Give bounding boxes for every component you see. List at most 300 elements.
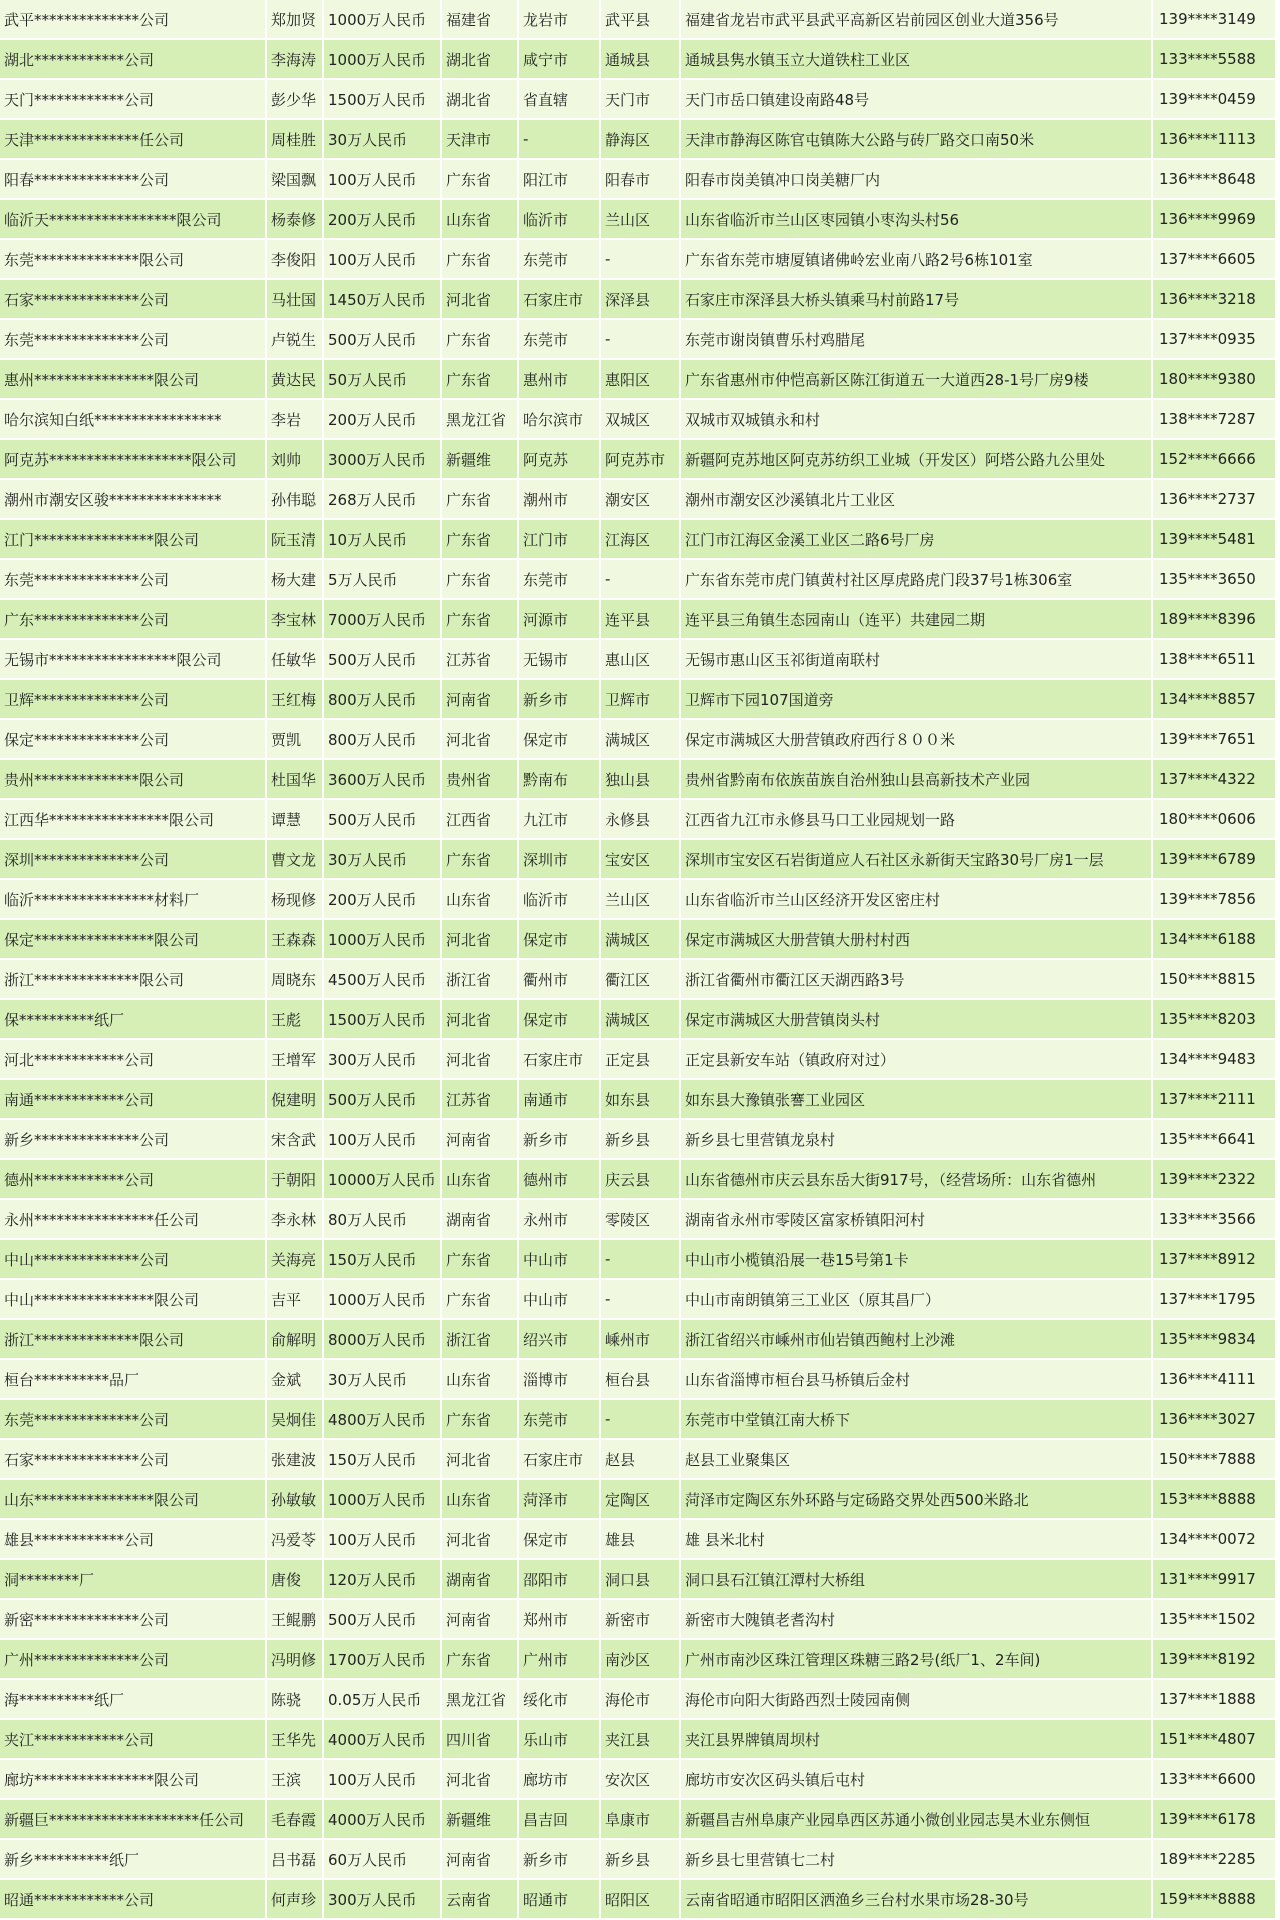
phone-cell: 153****8888 bbox=[1152, 1479, 1276, 1519]
province-cell: 河北省 bbox=[441, 1519, 518, 1559]
company-name-cell: 东莞**************公司 bbox=[0, 319, 266, 359]
legal-person-cell: 王森森 bbox=[266, 919, 323, 959]
table-row bbox=[0, 799, 1276, 839]
phone-cell: 135****8203 bbox=[1152, 999, 1276, 1039]
phone-cell: 136****1113 bbox=[1152, 119, 1276, 159]
table-row bbox=[0, 1439, 1276, 1479]
phone-cell: 189****2285 bbox=[1152, 1839, 1276, 1879]
phone-cell: 150****7888 bbox=[1152, 1439, 1276, 1479]
company-name-cell: 山东****************限公司 bbox=[0, 1479, 266, 1519]
table-row bbox=[0, 439, 1276, 479]
district-cell: 双城区 bbox=[600, 399, 680, 439]
address-cell: 阳春市岗美镇冲口岗美糖厂内 bbox=[680, 159, 1152, 199]
city-cell: 淄博市 bbox=[518, 1359, 600, 1399]
company-name-cell: 昭通************公司 bbox=[0, 1879, 266, 1919]
district-cell: 通城县 bbox=[600, 39, 680, 79]
district-cell: 天门市 bbox=[600, 79, 680, 119]
company-name-cell: 江西华****************限公司 bbox=[0, 799, 266, 839]
legal-person-cell: 杨大建 bbox=[266, 559, 323, 599]
district-cell: 静海区 bbox=[600, 119, 680, 159]
registered-capital-cell: 7000万人民币 bbox=[323, 599, 441, 639]
address-cell: 东莞市中堂镇江南大桥下 bbox=[680, 1399, 1152, 1439]
phone-cell: 139****3149 bbox=[1152, 0, 1276, 39]
province-cell: 河南省 bbox=[441, 1839, 518, 1879]
province-cell: 贵州省 bbox=[441, 759, 518, 799]
registered-capital-cell: 300万人民币 bbox=[323, 1879, 441, 1919]
district-cell: 满城区 bbox=[600, 999, 680, 1039]
district-cell: 永修县 bbox=[600, 799, 680, 839]
company-name-cell: 保定**************公司 bbox=[0, 719, 266, 759]
phone-cell: 136****8648 bbox=[1152, 159, 1276, 199]
city-cell: 龙岩市 bbox=[518, 0, 600, 39]
province-cell: 湖南省 bbox=[441, 1199, 518, 1239]
address-cell: 山东省临沂市兰山区经济开发区密庄村 bbox=[680, 879, 1152, 919]
district-cell: 嵊州市 bbox=[600, 1319, 680, 1359]
address-cell: 正定县新安车站（镇政府对过） bbox=[680, 1039, 1152, 1079]
registered-capital-cell: 1500万人民币 bbox=[323, 999, 441, 1039]
registered-capital-cell: 200万人民币 bbox=[323, 199, 441, 239]
district-cell: - bbox=[600, 1279, 680, 1319]
table-row bbox=[0, 1039, 1276, 1079]
legal-person-cell: 王红梅 bbox=[266, 679, 323, 719]
phone-cell: 134****8857 bbox=[1152, 679, 1276, 719]
address-cell: 雄 县米北村 bbox=[680, 1519, 1152, 1559]
phone-cell: 133****6600 bbox=[1152, 1759, 1276, 1799]
address-cell: 廊坊市安次区码头镇后屯村 bbox=[680, 1759, 1152, 1799]
district-cell: 桓台县 bbox=[600, 1359, 680, 1399]
address-cell: 夹江县界牌镇周坝村 bbox=[680, 1719, 1152, 1759]
city-cell: 江门市 bbox=[518, 519, 600, 559]
legal-person-cell: 王彪 bbox=[266, 999, 323, 1039]
legal-person-cell: 孙伟聪 bbox=[266, 479, 323, 519]
phone-cell: 137****1888 bbox=[1152, 1679, 1276, 1719]
district-cell: 定陶区 bbox=[600, 1479, 680, 1519]
phone-cell: 134****6188 bbox=[1152, 919, 1276, 959]
province-cell: 广东省 bbox=[441, 519, 518, 559]
phone-cell: 139****7856 bbox=[1152, 879, 1276, 919]
city-cell: 绍兴市 bbox=[518, 1319, 600, 1359]
phone-cell: 135****1502 bbox=[1152, 1599, 1276, 1639]
city-cell: 德州市 bbox=[518, 1159, 600, 1199]
phone-cell: 135****6641 bbox=[1152, 1119, 1276, 1159]
province-cell: 广东省 bbox=[441, 239, 518, 279]
legal-person-cell: 黄达民 bbox=[266, 359, 323, 399]
address-cell: 新疆阿克苏地区阿克苏纺织工业城（开发区）阿塔公路九公里处 bbox=[680, 439, 1152, 479]
province-cell: 新疆维 bbox=[441, 1799, 518, 1839]
company-name-cell: 阿克苏*******************限公司 bbox=[0, 439, 266, 479]
address-cell: 山东省临沂市兰山区枣园镇小枣沟头村56 bbox=[680, 199, 1152, 239]
phone-cell: 137****4322 bbox=[1152, 759, 1276, 799]
city-cell: 河源市 bbox=[518, 599, 600, 639]
registered-capital-cell: 1450万人民币 bbox=[323, 279, 441, 319]
phone-cell: 139****0459 bbox=[1152, 79, 1276, 119]
city-cell: 昌吉回 bbox=[518, 1799, 600, 1839]
legal-person-cell: 李岩 bbox=[266, 399, 323, 439]
district-cell: - bbox=[600, 1239, 680, 1279]
address-cell: 广东省东莞市塘厦镇诸佛岭宏业南八路2号6栋101室 bbox=[680, 239, 1152, 279]
address-cell: 江西省九江市永修县马口工业园规划一路 bbox=[680, 799, 1152, 839]
registered-capital-cell: 800万人民币 bbox=[323, 719, 441, 759]
address-cell: 贵州省黔南布依族苗族自治州独山县高新技术产业园 bbox=[680, 759, 1152, 799]
registered-capital-cell: 120万人民币 bbox=[323, 1559, 441, 1599]
registered-capital-cell: 80万人民币 bbox=[323, 1199, 441, 1239]
company-name-cell: 南通************公司 bbox=[0, 1079, 266, 1119]
registered-capital-cell: 3600万人民币 bbox=[323, 759, 441, 799]
registered-capital-cell: 60万人民币 bbox=[323, 1839, 441, 1879]
table-row bbox=[0, 319, 1276, 359]
legal-person-cell: 王鲲鹏 bbox=[266, 1599, 323, 1639]
table-row bbox=[0, 599, 1276, 639]
district-cell: 潮安区 bbox=[600, 479, 680, 519]
phone-cell: 139****7651 bbox=[1152, 719, 1276, 759]
company-name-cell: 天津**************任公司 bbox=[0, 119, 266, 159]
province-cell: 黑龙江省 bbox=[441, 1679, 518, 1719]
address-cell: 广州市南沙区珠江管理区珠糖三路2号(纸厂1、2车间) bbox=[680, 1639, 1152, 1679]
address-cell: 广东省惠州市仲恺高新区陈江街道五一大道西28-1号厂房9楼 bbox=[680, 359, 1152, 399]
legal-person-cell: 杨现修 bbox=[266, 879, 323, 919]
legal-person-cell: 贾凯 bbox=[266, 719, 323, 759]
company-name-cell: 中山****************限公司 bbox=[0, 1279, 266, 1319]
legal-person-cell: 何声珍 bbox=[266, 1879, 323, 1919]
company-name-cell: 临沂****************材料厂 bbox=[0, 879, 266, 919]
legal-person-cell: 冯明修 bbox=[266, 1639, 323, 1679]
province-cell: 云南省 bbox=[441, 1879, 518, 1919]
address-cell: 浙江省衢州市衢江区天湖西路3号 bbox=[680, 959, 1152, 999]
city-cell: 临沂市 bbox=[518, 879, 600, 919]
city-cell: 东莞市 bbox=[518, 559, 600, 599]
province-cell: 新疆维 bbox=[441, 439, 518, 479]
table-row bbox=[0, 919, 1276, 959]
company-name-cell: 夹江************公司 bbox=[0, 1719, 266, 1759]
district-cell: 阿克苏市 bbox=[600, 439, 680, 479]
table-row bbox=[0, 1279, 1276, 1319]
legal-person-cell: 杨泰修 bbox=[266, 199, 323, 239]
district-cell: 新乡县 bbox=[600, 1119, 680, 1159]
table-row bbox=[0, 1839, 1276, 1879]
address-cell: 江门市江海区金溪工业区二路6号厂房 bbox=[680, 519, 1152, 559]
table-row bbox=[0, 119, 1276, 159]
legal-person-cell: 倪建明 bbox=[266, 1079, 323, 1119]
table-row bbox=[0, 679, 1276, 719]
address-cell: 浙江省绍兴市嵊州市仙岩镇西鲍村上沙滩 bbox=[680, 1319, 1152, 1359]
legal-person-cell: 阮玉清 bbox=[266, 519, 323, 559]
district-cell: 独山县 bbox=[600, 759, 680, 799]
registered-capital-cell: 10000万人民币 bbox=[323, 1159, 441, 1199]
registered-capital-cell: 500万人民币 bbox=[323, 639, 441, 679]
province-cell: 广东省 bbox=[441, 559, 518, 599]
company-name-cell: 哈尔滨知白纸***************** bbox=[0, 399, 266, 439]
table-row bbox=[0, 839, 1276, 879]
address-cell: 菏泽市定陶区东外环路与定砀路交界处西500米路北 bbox=[680, 1479, 1152, 1519]
registered-capital-cell: 100万人民币 bbox=[323, 239, 441, 279]
city-cell: 哈尔滨市 bbox=[518, 399, 600, 439]
district-cell: 零陵区 bbox=[600, 1199, 680, 1239]
registered-capital-cell: 8000万人民币 bbox=[323, 1319, 441, 1359]
legal-person-cell: 郑加贤 bbox=[266, 0, 323, 39]
province-cell: 广东省 bbox=[441, 359, 518, 399]
province-cell: 山东省 bbox=[441, 1359, 518, 1399]
province-cell: 河北省 bbox=[441, 279, 518, 319]
table-row bbox=[0, 159, 1276, 199]
phone-cell: 133****5588 bbox=[1152, 39, 1276, 79]
company-name-cell: 保**********纸厂 bbox=[0, 999, 266, 1039]
registered-capital-cell: 1700万人民币 bbox=[323, 1639, 441, 1679]
district-cell: - bbox=[600, 319, 680, 359]
city-cell: 九江市 bbox=[518, 799, 600, 839]
district-cell: 洞口县 bbox=[600, 1559, 680, 1599]
legal-person-cell: 周桂胜 bbox=[266, 119, 323, 159]
district-cell: 赵县 bbox=[600, 1439, 680, 1479]
phone-cell: 137****8912 bbox=[1152, 1239, 1276, 1279]
province-cell: 广东省 bbox=[441, 839, 518, 879]
province-cell: 山东省 bbox=[441, 879, 518, 919]
address-cell: 石家庄市深泽县大桥头镇乘马村前路17号 bbox=[680, 279, 1152, 319]
company-name-cell: 卫辉**************公司 bbox=[0, 679, 266, 719]
registered-capital-cell: 30万人民币 bbox=[323, 839, 441, 879]
registered-capital-cell: 1000万人民币 bbox=[323, 39, 441, 79]
phone-cell: 137****1795 bbox=[1152, 1279, 1276, 1319]
address-cell: 湖南省永州市零陵区富家桥镇阳河村 bbox=[680, 1199, 1152, 1239]
province-cell: 湖北省 bbox=[441, 39, 518, 79]
company-name-cell: 东莞**************公司 bbox=[0, 1399, 266, 1439]
district-cell: 安次区 bbox=[600, 1759, 680, 1799]
address-cell: 保定市满城区大册营镇大册村村西 bbox=[680, 919, 1152, 959]
city-cell: 深圳市 bbox=[518, 839, 600, 879]
province-cell: 河北省 bbox=[441, 1759, 518, 1799]
table-row bbox=[0, 1519, 1276, 1559]
table-row bbox=[0, 279, 1276, 319]
city-cell: 黔南布 bbox=[518, 759, 600, 799]
address-cell: 连平县三角镇生态园南山（连平）共建园二期 bbox=[680, 599, 1152, 639]
province-cell: 广东省 bbox=[441, 599, 518, 639]
legal-person-cell: 曹文龙 bbox=[266, 839, 323, 879]
company-name-cell: 阳春**************公司 bbox=[0, 159, 266, 199]
registered-capital-cell: 4000万人民币 bbox=[323, 1719, 441, 1759]
registered-capital-cell: 0.05万人民币 bbox=[323, 1679, 441, 1719]
company-name-cell: 廊坊****************限公司 bbox=[0, 1759, 266, 1799]
table-row bbox=[0, 1599, 1276, 1639]
district-cell: 宝安区 bbox=[600, 839, 680, 879]
address-cell: 双城市双城镇永和村 bbox=[680, 399, 1152, 439]
address-cell: 天津市静海区陈官屯镇陈大公路与砖厂路交口南50米 bbox=[680, 119, 1152, 159]
district-cell: 连平县 bbox=[600, 599, 680, 639]
address-cell: 东莞市谢岗镇曹乐村鸡腊尾 bbox=[680, 319, 1152, 359]
table-row bbox=[0, 759, 1276, 799]
registered-capital-cell: 100万人民币 bbox=[323, 1519, 441, 1559]
legal-person-cell: 张建波 bbox=[266, 1439, 323, 1479]
province-cell: 广东省 bbox=[441, 1639, 518, 1679]
registered-capital-cell: 200万人民币 bbox=[323, 879, 441, 919]
phone-cell: 138****6511 bbox=[1152, 639, 1276, 679]
phone-cell: 131****9917 bbox=[1152, 1559, 1276, 1599]
city-cell: 保定市 bbox=[518, 919, 600, 959]
province-cell: 黑龙江省 bbox=[441, 399, 518, 439]
registered-capital-cell: 500万人民币 bbox=[323, 1599, 441, 1639]
province-cell: 四川省 bbox=[441, 1719, 518, 1759]
city-cell: 绥化市 bbox=[518, 1679, 600, 1719]
district-cell: 惠阳区 bbox=[600, 359, 680, 399]
phone-cell: 189****8396 bbox=[1152, 599, 1276, 639]
table-row bbox=[0, 959, 1276, 999]
address-cell: 天门市岳口镇建设南路48号 bbox=[680, 79, 1152, 119]
table-row bbox=[0, 1359, 1276, 1399]
legal-person-cell: 周晓东 bbox=[266, 959, 323, 999]
company-name-cell: 海**********纸厂 bbox=[0, 1679, 266, 1719]
address-cell: 福建省龙岩市武平县武平高新区岩前园区创业大道356号 bbox=[680, 0, 1152, 39]
city-cell: 昭通市 bbox=[518, 1879, 600, 1919]
district-cell: 满城区 bbox=[600, 719, 680, 759]
city-cell: 咸宁市 bbox=[518, 39, 600, 79]
company-name-cell: 新乡**************公司 bbox=[0, 1119, 266, 1159]
legal-person-cell: 金斌 bbox=[266, 1359, 323, 1399]
company-name-cell: 无锡市*****************限公司 bbox=[0, 639, 266, 679]
company-name-cell: 新乡**********纸厂 bbox=[0, 1839, 266, 1879]
table-row bbox=[0, 1079, 1276, 1119]
city-cell: 临沂市 bbox=[518, 199, 600, 239]
legal-person-cell: 关海亮 bbox=[266, 1239, 323, 1279]
district-cell: 惠山区 bbox=[600, 639, 680, 679]
table-row bbox=[0, 879, 1276, 919]
company-name-cell: 洞********厂 bbox=[0, 1559, 266, 1599]
registered-capital-cell: 800万人民币 bbox=[323, 679, 441, 719]
company-name-cell: 永州****************任公司 bbox=[0, 1199, 266, 1239]
city-cell: 新乡市 bbox=[518, 1119, 600, 1159]
province-cell: 河南省 bbox=[441, 1119, 518, 1159]
address-cell: 云南省昭通市昭阳区洒渔乡三台村水果市场28-30号 bbox=[680, 1879, 1152, 1919]
legal-person-cell: 谭慧 bbox=[266, 799, 323, 839]
legal-person-cell: 梁国飘 bbox=[266, 159, 323, 199]
company-name-cell: 中山**************公司 bbox=[0, 1239, 266, 1279]
province-cell: 河北省 bbox=[441, 1039, 518, 1079]
city-cell: 廊坊市 bbox=[518, 1759, 600, 1799]
address-cell: 海伦市向阳大街路西烈士陵园南侧 bbox=[680, 1679, 1152, 1719]
phone-cell: 136****3218 bbox=[1152, 279, 1276, 319]
registered-capital-cell: 4500万人民币 bbox=[323, 959, 441, 999]
city-cell: 菏泽市 bbox=[518, 1479, 600, 1519]
registered-capital-cell: 1000万人民币 bbox=[323, 1279, 441, 1319]
registered-capital-cell: 4800万人民币 bbox=[323, 1399, 441, 1439]
province-cell: 湖南省 bbox=[441, 1559, 518, 1599]
province-cell: 广东省 bbox=[441, 1239, 518, 1279]
address-cell: 新乡县七里营镇龙泉村 bbox=[680, 1119, 1152, 1159]
city-cell: 石家庄市 bbox=[518, 1439, 600, 1479]
legal-person-cell: 吉平 bbox=[266, 1279, 323, 1319]
company-name-cell: 石家**************公司 bbox=[0, 1439, 266, 1479]
registered-capital-cell: 1000万人民币 bbox=[323, 919, 441, 959]
table-row bbox=[0, 1159, 1276, 1199]
company-name-cell: 广东**************公司 bbox=[0, 599, 266, 639]
legal-person-cell: 李俊阳 bbox=[266, 239, 323, 279]
province-cell: 福建省 bbox=[441, 0, 518, 39]
table-row bbox=[0, 1479, 1276, 1519]
company-name-cell: 新密**************公司 bbox=[0, 1599, 266, 1639]
legal-person-cell: 王滨 bbox=[266, 1759, 323, 1799]
table-row bbox=[0, 519, 1276, 559]
city-cell: 广州市 bbox=[518, 1639, 600, 1679]
address-cell: 卫辉市下园107国道旁 bbox=[680, 679, 1152, 719]
district-cell: 满城区 bbox=[600, 919, 680, 959]
province-cell: 广东省 bbox=[441, 1399, 518, 1439]
province-cell: 江西省 bbox=[441, 799, 518, 839]
phone-cell: 137****0935 bbox=[1152, 319, 1276, 359]
address-cell: 如东县大豫镇张謇工业园区 bbox=[680, 1079, 1152, 1119]
legal-person-cell: 孙敏敏 bbox=[266, 1479, 323, 1519]
registered-capital-cell: 30万人民币 bbox=[323, 1359, 441, 1399]
registered-capital-cell: 500万人民币 bbox=[323, 799, 441, 839]
legal-person-cell: 任敏华 bbox=[266, 639, 323, 679]
district-cell: 海伦市 bbox=[600, 1679, 680, 1719]
phone-cell: 135****9834 bbox=[1152, 1319, 1276, 1359]
table-row bbox=[0, 239, 1276, 279]
company-name-cell: 桓台**********品厂 bbox=[0, 1359, 266, 1399]
city-cell: 保定市 bbox=[518, 1519, 600, 1559]
company-name-cell: 新疆巨********************任公司 bbox=[0, 1799, 266, 1839]
city-cell: 中山市 bbox=[518, 1239, 600, 1279]
phone-cell: 133****3566 bbox=[1152, 1199, 1276, 1239]
table-row bbox=[0, 359, 1276, 399]
registered-capital-cell: 268万人民币 bbox=[323, 479, 441, 519]
phone-cell: 139****6178 bbox=[1152, 1799, 1276, 1839]
table-row bbox=[0, 1799, 1276, 1839]
city-cell: 邵阳市 bbox=[518, 1559, 600, 1599]
province-cell: 江苏省 bbox=[441, 639, 518, 679]
registered-capital-cell: 5万人民币 bbox=[323, 559, 441, 599]
province-cell: 河南省 bbox=[441, 679, 518, 719]
province-cell: 广东省 bbox=[441, 1279, 518, 1319]
phone-cell: 139****5481 bbox=[1152, 519, 1276, 559]
city-cell: 东莞市 bbox=[518, 1399, 600, 1439]
legal-person-cell: 马壮国 bbox=[266, 279, 323, 319]
province-cell: 浙江省 bbox=[441, 959, 518, 999]
address-cell: 潮州市潮安区沙溪镇北片工业区 bbox=[680, 479, 1152, 519]
registered-capital-cell: 150万人民币 bbox=[323, 1239, 441, 1279]
company-name-cell: 东莞**************公司 bbox=[0, 559, 266, 599]
table-row bbox=[0, 1879, 1276, 1919]
company-name-cell: 广州**************公司 bbox=[0, 1639, 266, 1679]
province-cell: 河北省 bbox=[441, 919, 518, 959]
address-cell: 无锡市惠山区玉祁街道南联村 bbox=[680, 639, 1152, 679]
district-cell: - bbox=[600, 1399, 680, 1439]
province-cell: 山东省 bbox=[441, 1479, 518, 1519]
company-name-cell: 临沂天*****************限公司 bbox=[0, 199, 266, 239]
phone-cell: 134****0072 bbox=[1152, 1519, 1276, 1559]
legal-person-cell: 王增军 bbox=[266, 1039, 323, 1079]
phone-cell: 159****8888 bbox=[1152, 1879, 1276, 1919]
district-cell: 武平县 bbox=[600, 0, 680, 39]
city-cell: 中山市 bbox=[518, 1279, 600, 1319]
company-name-cell: 浙江**************限公司 bbox=[0, 1319, 266, 1359]
district-cell: 阳春市 bbox=[600, 159, 680, 199]
phone-cell: 136****2737 bbox=[1152, 479, 1276, 519]
table-row bbox=[0, 1639, 1276, 1679]
registered-capital-cell: 1000万人民币 bbox=[323, 0, 441, 39]
company-name-cell: 浙江**************限公司 bbox=[0, 959, 266, 999]
table-row bbox=[0, 399, 1276, 439]
address-cell: 新疆昌吉州阜康产业园阜西区苏通小微创业园志昊木业东侧恒 bbox=[680, 1799, 1152, 1839]
company-name-cell: 河北************公司 bbox=[0, 1039, 266, 1079]
phone-cell: 136****4111 bbox=[1152, 1359, 1276, 1399]
city-cell: 新乡市 bbox=[518, 679, 600, 719]
company-name-cell: 贵州**************限公司 bbox=[0, 759, 266, 799]
legal-person-cell: 卢锐生 bbox=[266, 319, 323, 359]
district-cell: 深泽县 bbox=[600, 279, 680, 319]
registered-capital-cell: 10万人民币 bbox=[323, 519, 441, 559]
legal-person-cell: 唐俊 bbox=[266, 1559, 323, 1599]
phone-cell: 138****7287 bbox=[1152, 399, 1276, 439]
registered-capital-cell: 100万人民币 bbox=[323, 1119, 441, 1159]
city-cell: 无锡市 bbox=[518, 639, 600, 679]
district-cell: 新密市 bbox=[600, 1599, 680, 1639]
